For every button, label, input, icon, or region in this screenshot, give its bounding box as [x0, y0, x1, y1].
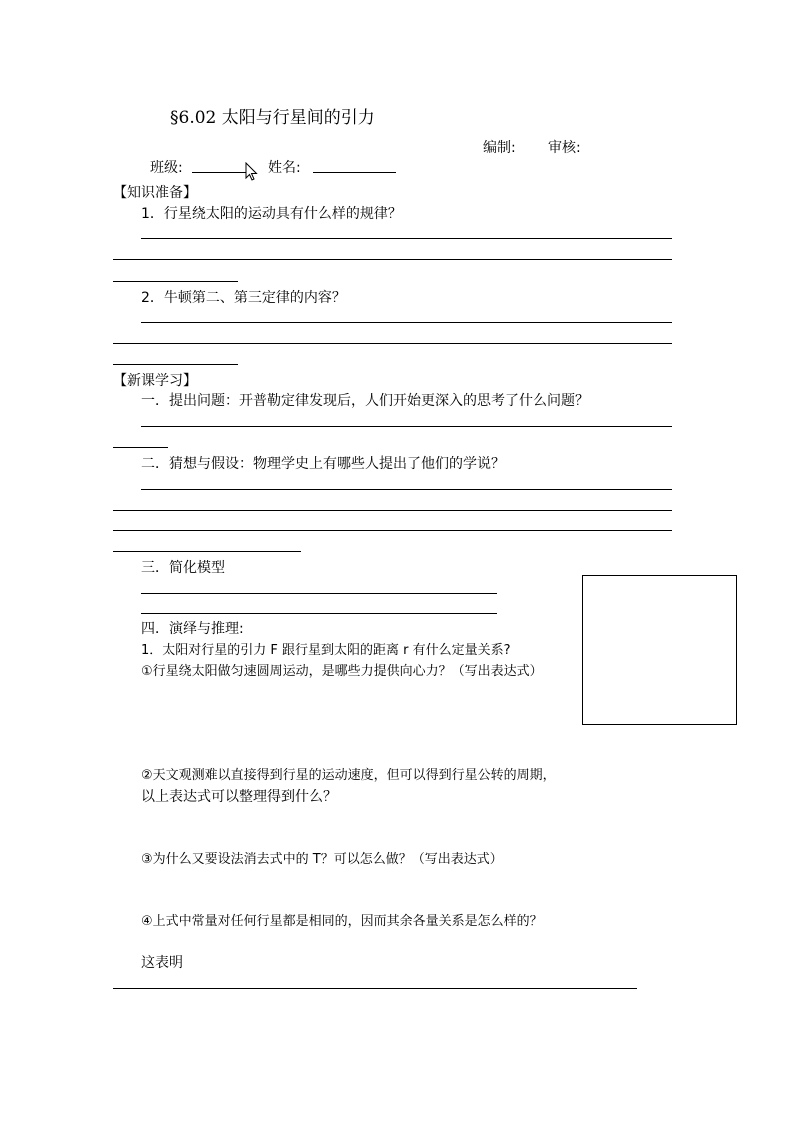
- part-4-item-2a: ②天文观测难以直接得到行星的运动速度，但可以得到行星公转的周期，: [141, 768, 556, 783]
- answer-line[interactable]: [113, 343, 672, 344]
- answer-line[interactable]: [141, 322, 672, 323]
- part-2: 二．猜想与假设：物理学史上有哪些人提出了他们的学说？: [141, 456, 505, 472]
- reviewer-label: 审核:: [548, 140, 581, 156]
- answer-line[interactable]: [141, 593, 497, 594]
- section-heading-new-lesson: 【新课学习】: [113, 373, 197, 389]
- question-1: 1．行星绕太阳的运动具有什么样的规律？: [141, 206, 402, 222]
- part-4: 四．演绎与推理:: [141, 621, 244, 637]
- part-4-item-2b: 以上表达式可以整理得到什么？: [141, 789, 337, 805]
- answer-line[interactable]: [113, 510, 672, 511]
- question-2: 2．牛顿第二、第三定律的内容？: [141, 290, 346, 306]
- answer-line[interactable]: [113, 259, 672, 260]
- answer-line[interactable]: [113, 447, 168, 448]
- part-4-item-1: ①行星绕太阳做匀速圆周运动，是哪些力提供向心力？（写出表达式）: [141, 664, 543, 679]
- part-4-item-3: ③为什么又要设法消去式中的 T？可以怎么做？（写出表达式）: [141, 852, 503, 867]
- class-blank[interactable]: [192, 172, 250, 173]
- part-4-question-1: 1．太阳对行星的引力 F 跟行星到太阳的距离 r 有什么定量关系?: [141, 643, 511, 658]
- name-blank[interactable]: [313, 172, 396, 173]
- class-label: 班级:: [150, 160, 183, 176]
- part-4-item-4: ④上式中常量对任何行星都是相同的，因而其余各量关系是怎么样的？: [141, 914, 543, 929]
- answer-line[interactable]: [113, 364, 238, 365]
- page-title: §6.02 太阳与行星间的引力: [170, 108, 375, 128]
- answer-line[interactable]: [141, 238, 672, 239]
- part-1: 一．提出问题：开普勒定律发现后，人们开始更深入的思考了什么问题？: [141, 393, 589, 409]
- answer-line[interactable]: [141, 489, 672, 490]
- mouse-cursor-icon: [245, 162, 259, 182]
- answer-line[interactable]: [113, 281, 238, 282]
- answer-line[interactable]: [141, 426, 672, 427]
- answer-line[interactable]: [141, 613, 497, 614]
- model-drawing-box[interactable]: [582, 575, 737, 725]
- part-3: 三．简化模型: [141, 560, 225, 576]
- editor-label: 编制:: [483, 140, 516, 156]
- section-heading-knowledge: 【知识准备】: [113, 185, 197, 201]
- conclusion-label: 这表明: [141, 955, 183, 971]
- answer-line[interactable]: [113, 988, 637, 989]
- answer-line[interactable]: [113, 551, 301, 552]
- name-label: 姓名:: [268, 160, 301, 176]
- answer-line[interactable]: [113, 530, 672, 531]
